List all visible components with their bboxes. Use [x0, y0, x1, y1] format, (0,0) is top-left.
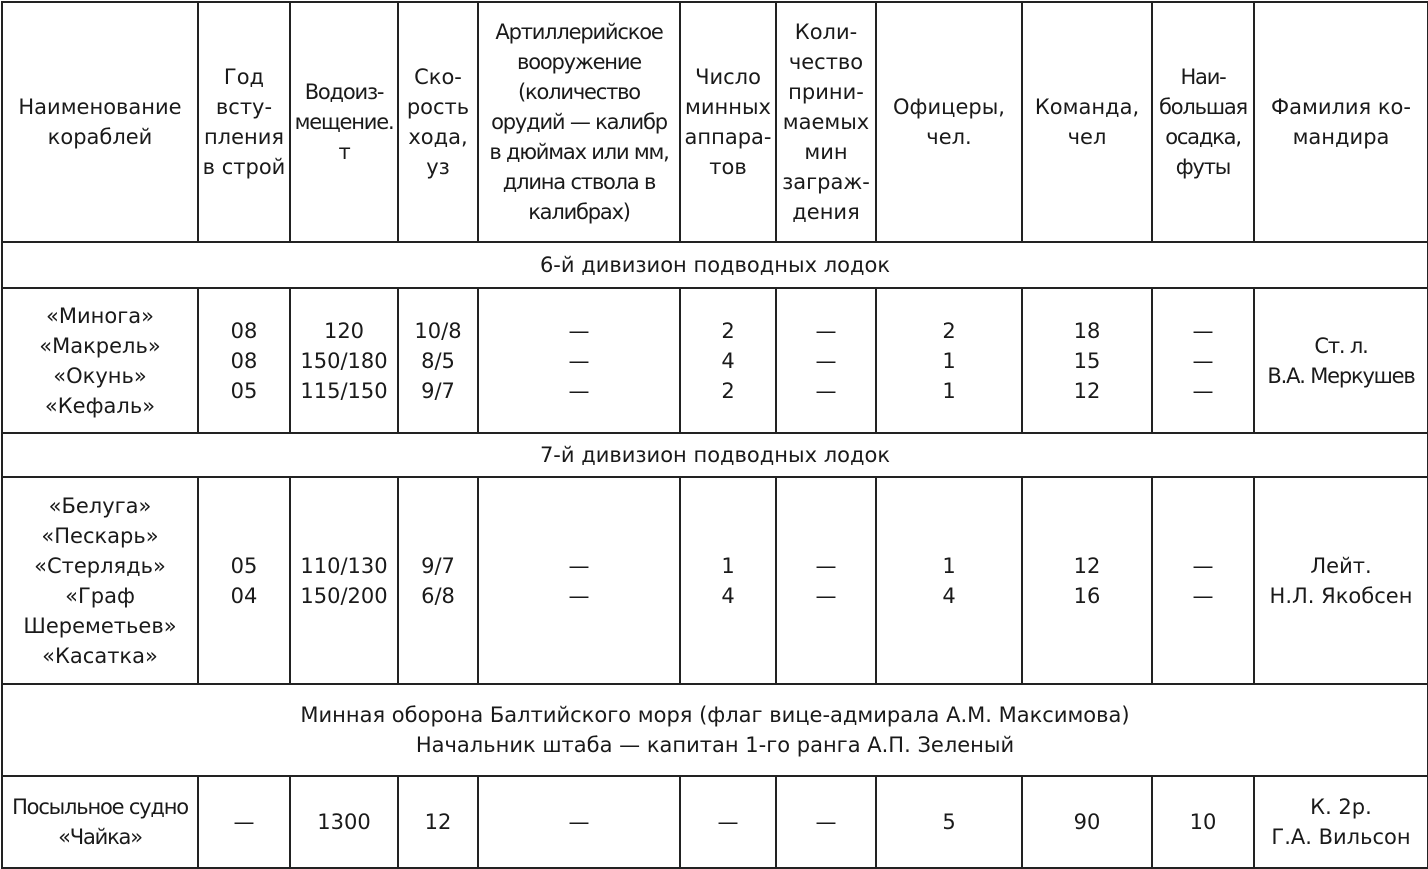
cell-artillery: — — —: [478, 288, 680, 433]
cell-artillery: — —: [478, 477, 680, 684]
cell-officers: 1 4: [876, 477, 1022, 684]
cell-speed: 9/7 6/8: [398, 477, 478, 684]
cell-draught: 10: [1152, 776, 1254, 868]
cell-mines: —: [776, 776, 876, 868]
cell-officers: 5: [876, 776, 1022, 868]
col-header-displacement: Водоиз- мещение. т: [290, 2, 398, 242]
col-header-year: Год всту- пления в строй: [198, 2, 290, 242]
col-header-commander: Фамилия ко- мандира: [1254, 2, 1428, 242]
section-title: Минная оборона Балтийского моря (флаг вице-адмирала А.М. Максимова) Начальник штаба — капитан 1-го ранга А.П. Зеленый: [2, 684, 1428, 776]
cell-draught: — — —: [1152, 288, 1254, 433]
cell-ship-names: «Минога» «Макрель» «Окунь» «Кефаль»: [2, 288, 198, 433]
col-header-officers: Офицеры, чел.: [876, 2, 1022, 242]
header-row: [2, 2, 1428, 242]
col-header-speed: Ско- рость хода, уз: [398, 2, 478, 242]
cell-ship-names: Посыльное судно «Чайка»: [2, 776, 198, 868]
section-title: 6-й дивизион подводных лодок: [2, 242, 1428, 288]
col-header-artillery: Артиллерийское вооружение (количество орудий — калибр в дюймах или мм, длина ствола в калибрах): [478, 2, 680, 242]
section-title-row: [2, 242, 1428, 288]
cell-displacement: 110/130 150/200: [290, 477, 398, 684]
cell-ship-names: «Белуга» «Пескарь» «Стерлядь» «Граф Шереметьев» «Касатка»: [2, 477, 198, 684]
table-row: [2, 477, 1428, 684]
cell-commander: К. 2р. Г.А. Вильсон: [1254, 776, 1428, 868]
cell-torpedo-tubes: —: [680, 776, 776, 868]
cell-speed: 12: [398, 776, 478, 868]
cell-year: 08 08 05: [198, 288, 290, 433]
cell-crew: 90: [1022, 776, 1152, 868]
col-header-mines: Коли- чество прини- маемых мин заграж- дения: [776, 2, 876, 242]
section-title-row: [2, 684, 1428, 776]
cell-speed: 10/8 8/5 9/7: [398, 288, 478, 433]
col-header-torpedo-tubes: Число минных аппара- тов: [680, 2, 776, 242]
table-row: [2, 776, 1428, 868]
cell-torpedo-tubes: 1 4: [680, 477, 776, 684]
cell-commander: Лейт. Н.Л. Якобсен: [1254, 477, 1428, 684]
col-header-ship-name: Наименование кораблей: [2, 2, 198, 242]
cell-crew: 18 15 12: [1022, 288, 1152, 433]
cell-year: 05 04: [198, 477, 290, 684]
cell-mines: — —: [776, 477, 876, 684]
cell-draught: — —: [1152, 477, 1254, 684]
section-title-row: [2, 433, 1428, 477]
cell-crew: 12 16: [1022, 477, 1152, 684]
cell-mines: — — —: [776, 288, 876, 433]
cell-commander: Ст. л. В.А. Меркушев: [1254, 288, 1428, 433]
ships-table: [1, 1, 1428, 869]
cell-torpedo-tubes: 2 4 2: [680, 288, 776, 433]
cell-artillery: —: [478, 776, 680, 868]
col-header-draught: Наи- большая осадка, футы: [1152, 2, 1254, 242]
cell-displacement: 120 150/180 115/150: [290, 288, 398, 433]
cell-year: —: [198, 776, 290, 868]
table-row: [2, 288, 1428, 433]
cell-officers: 2 1 1: [876, 288, 1022, 433]
col-header-crew: Команда, чел: [1022, 2, 1152, 242]
cell-displacement: 1300: [290, 776, 398, 868]
section-title: 7-й дивизион подводных лодок: [2, 433, 1428, 477]
